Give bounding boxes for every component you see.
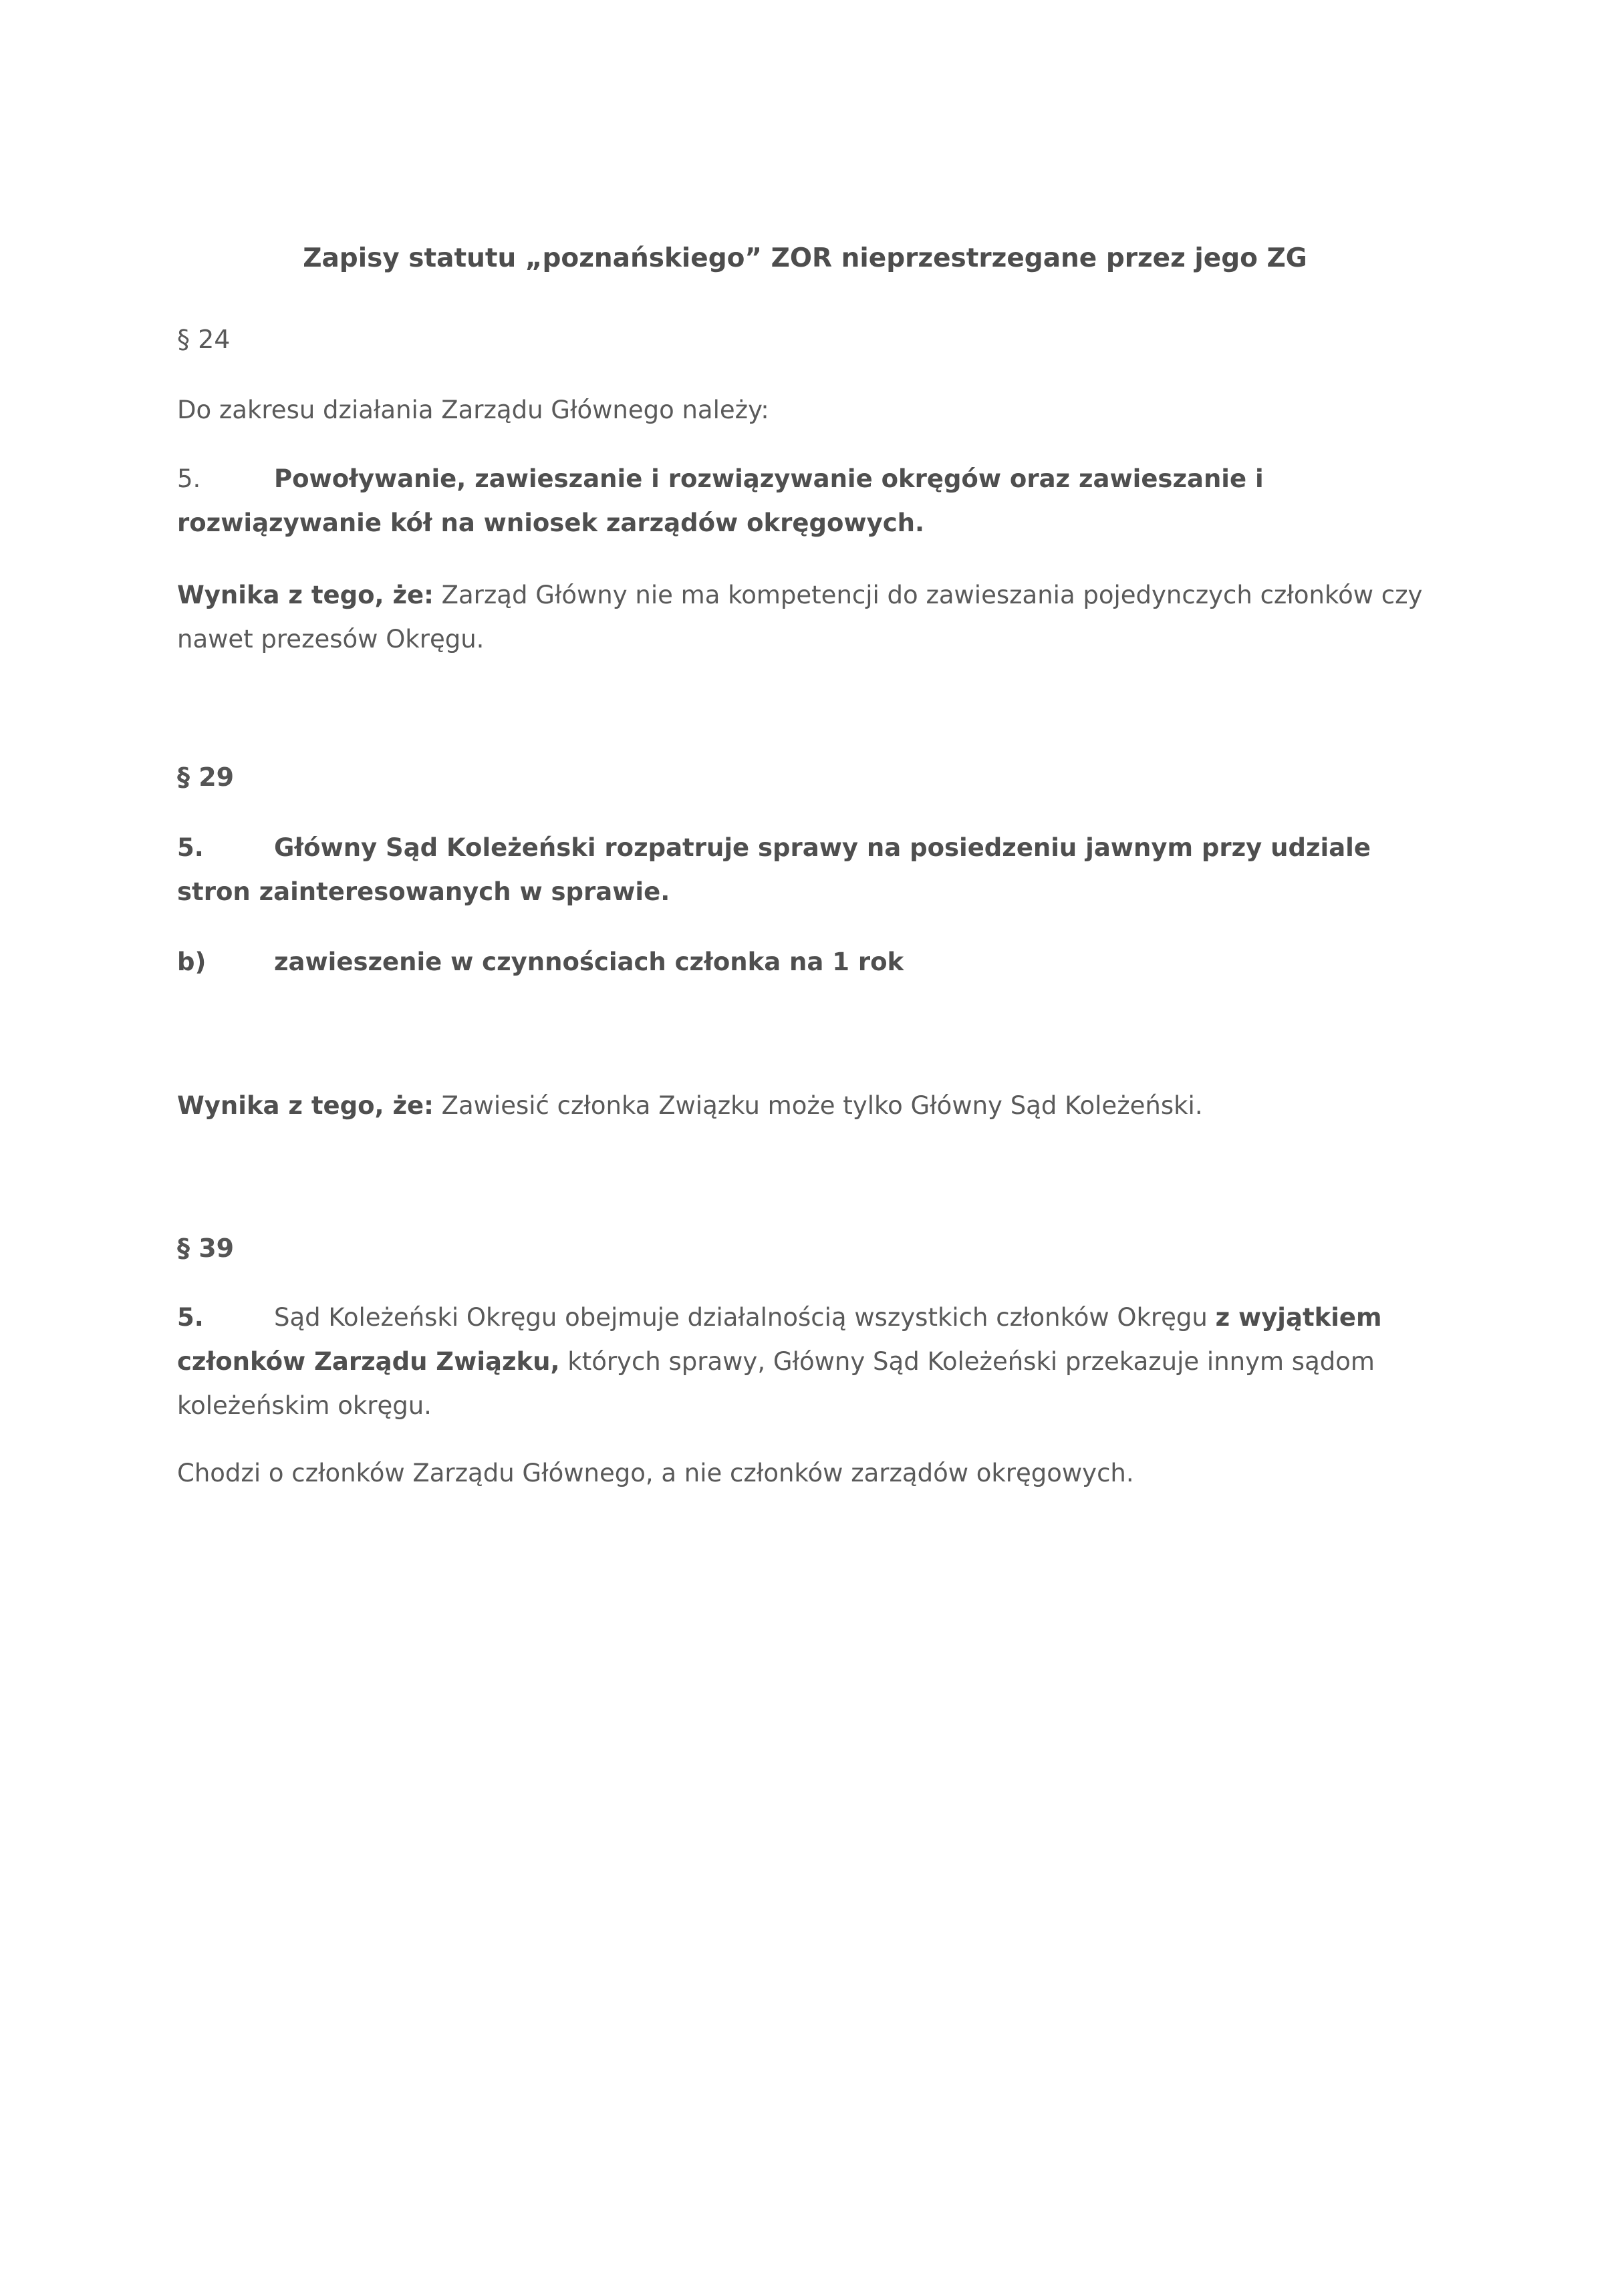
section-29-item (177, 826, 1447, 914)
item-text-part-a: Sąd Koleżeński Okręgu obejmuje działalnością wszystkich członków Okręgu (274, 1303, 1216, 1332)
item-number: 5. (177, 833, 204, 862)
section-24-conclusion (177, 573, 1447, 662)
item-text: Główny Sąd Koleżeński rozpatruje sprawy na posiedzeniu jawnym przy udziale stron zainteresowanych w sprawie. (177, 833, 1371, 906)
item-text-bold: z wyjątkiem członków Zarządu Związku, (177, 1303, 1382, 1376)
conclusion-label: Wynika z tego, że: (177, 1091, 434, 1120)
item-text-part-b: których sprawy, Główny Sąd Koleżeński przekazuje innym sądom koleżeńskim okręgu. (177, 1347, 1375, 1420)
subitem-label: b) (177, 948, 207, 976)
section-39-item (177, 1296, 1447, 1428)
subitem-text: zawieszenie w czynnościach członka na 1 rok (274, 948, 904, 976)
section-24-heading: § 24 (177, 325, 231, 354)
section-39-note: Chodzi o członków Zarządu Głównego, a nie członków zarządów okręgowych. (177, 1459, 1134, 1487)
section-24-item (177, 457, 1447, 545)
section-39-heading: § 39 (177, 1234, 235, 1263)
item-text: Powoływanie, zawieszanie i rozwiązywanie okręgów oraz zawieszanie i rozwiązywanie kół na wniosek zarządów okręgowych. (177, 464, 1264, 537)
conclusion-text: Zarząd Główny nie ma kompetencji do zawieszania pojedynczych członków czy nawet prezesów Okręgu. (177, 581, 1423, 654)
section-29-subitem (177, 940, 1447, 984)
conclusion-label: Wynika z tego, że: (177, 581, 434, 609)
conclusion-text: Zawiesić członka Związku może tylko Główny Sąd Koleżeński. (433, 1091, 1203, 1120)
item-number: 5. (177, 464, 201, 493)
page-title: Zapisy statutu „poznańskiego” ZOR nieprzestrzegane przez jego ZG (303, 243, 1307, 273)
item-number: 5. (177, 1303, 204, 1332)
section-24-intro: Do zakresu działania Zarządu Głównego należy: (177, 396, 769, 424)
section-29-heading: § 29 (177, 762, 235, 792)
section-29-conclusion (177, 1084, 1447, 1128)
